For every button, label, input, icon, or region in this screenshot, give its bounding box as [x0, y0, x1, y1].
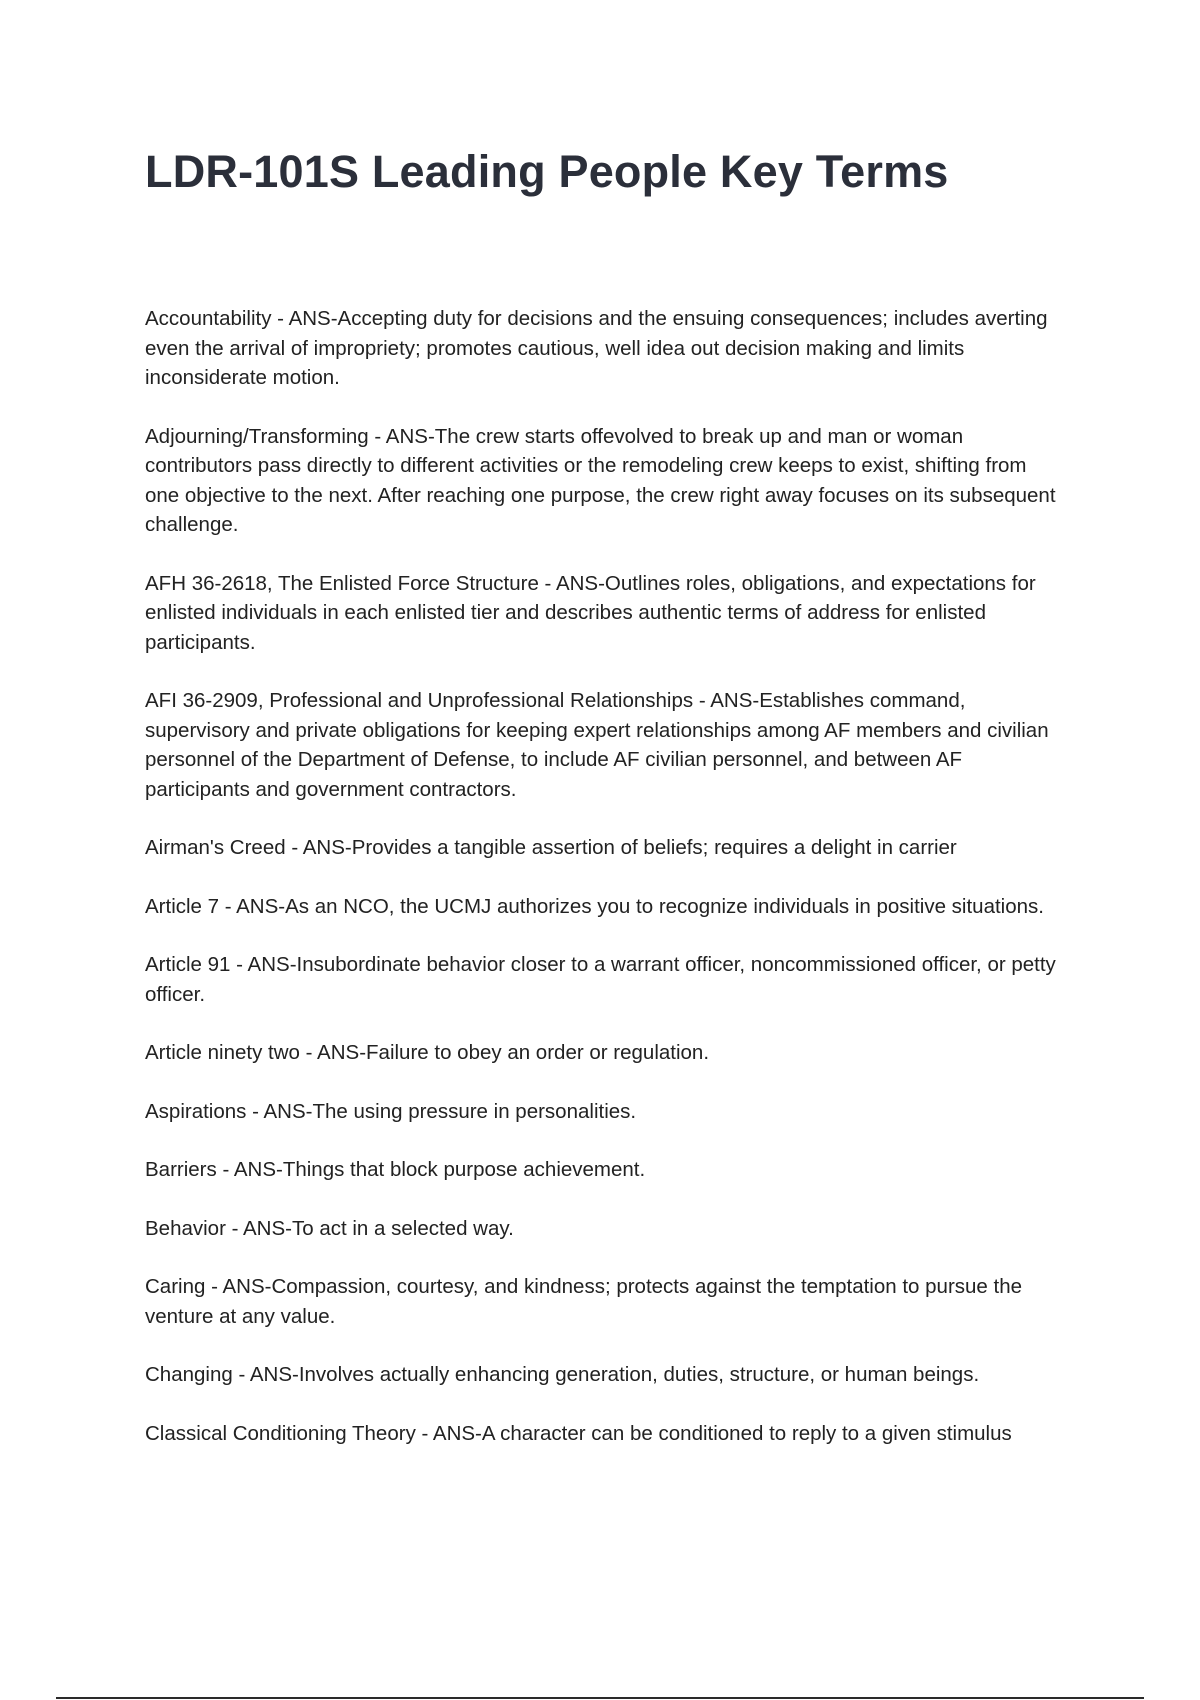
term-article-92: Article ninety two - ANS-Failure to obey an order or regulation.: [145, 1041, 710, 1064]
page-title: LDR-101S Leading People Key Terms: [145, 146, 949, 197]
term-afh-36-2618: AFH 36-2618, The Enlisted Force Structure - ANS-Outlines roles, obligations, and expectations for enlisted individuals in each enlisted tier and describes authentic terms of address for enlisted participants.: [145, 571, 1036, 654]
term-article-91: Article 91 - ANS-Insubordinate behavior closer to a warrant officer, noncommissioned officer, or petty officer.: [145, 953, 1056, 1006]
term-article-7: Article 7 - ANS-As an NCO, the UCMJ authorizes you to recognize individuals in positive situations.: [145, 894, 1044, 918]
term-airmans-creed: Airman's Creed - ANS-Provides a tangible assertion of beliefs; requires a delight in carrier: [145, 836, 957, 859]
term-accountability: Accountability - ANS-Accepting duty for decisions and the ensuing consequences; includes averting even the arrival of impropriety; promotes cautious, well idea out decision making and limits inconsiderate motion.: [145, 307, 1048, 389]
term-caring: Caring - ANS-Compassion, courtesy, and kindness; protects against the temptation to pursue the venture at any value.: [145, 1275, 1023, 1328]
page-bottom-rule: [56, 1697, 1144, 1699]
term-afi-36-2909: AFI 36-2909, Professional and Unprofessional Relationships - ANS-Establishes command, supervisory and private obligations for keeping expert relationships among AF members and civilian personnel of the Department of Defense, to include AF civilian personnel, and between AF participants and government contractors.: [145, 689, 1049, 801]
term-changing: Changing - ANS-Involves actually enhancing generation, duties, structure, or human beings.: [145, 1363, 980, 1386]
term-adjourning-transforming: Adjourning/Transforming - ANS-The crew starts offevolved to break up and man or woman contributors pass directly to different activities or the remodeling crew keeps to exist, shifting from one objective to the next. After reaching one purpose, the crew right away focuses on its subsequent challenge.: [145, 424, 1056, 536]
term-behavior: Behavior - ANS-To act in a selected way.: [145, 1216, 514, 1240]
key-terms-list: [145, 304, 1065, 1448]
term-barriers: Barriers - ANS-Things that block purpose achievement.: [145, 1158, 646, 1181]
term-aspirations: Aspirations - ANS-The using pressure in personalities.: [145, 1099, 637, 1123]
term-classical-conditioning: Classical Conditioning Theory - ANS-A character can be conditioned to reply to a given stimulus: [145, 1421, 1012, 1445]
